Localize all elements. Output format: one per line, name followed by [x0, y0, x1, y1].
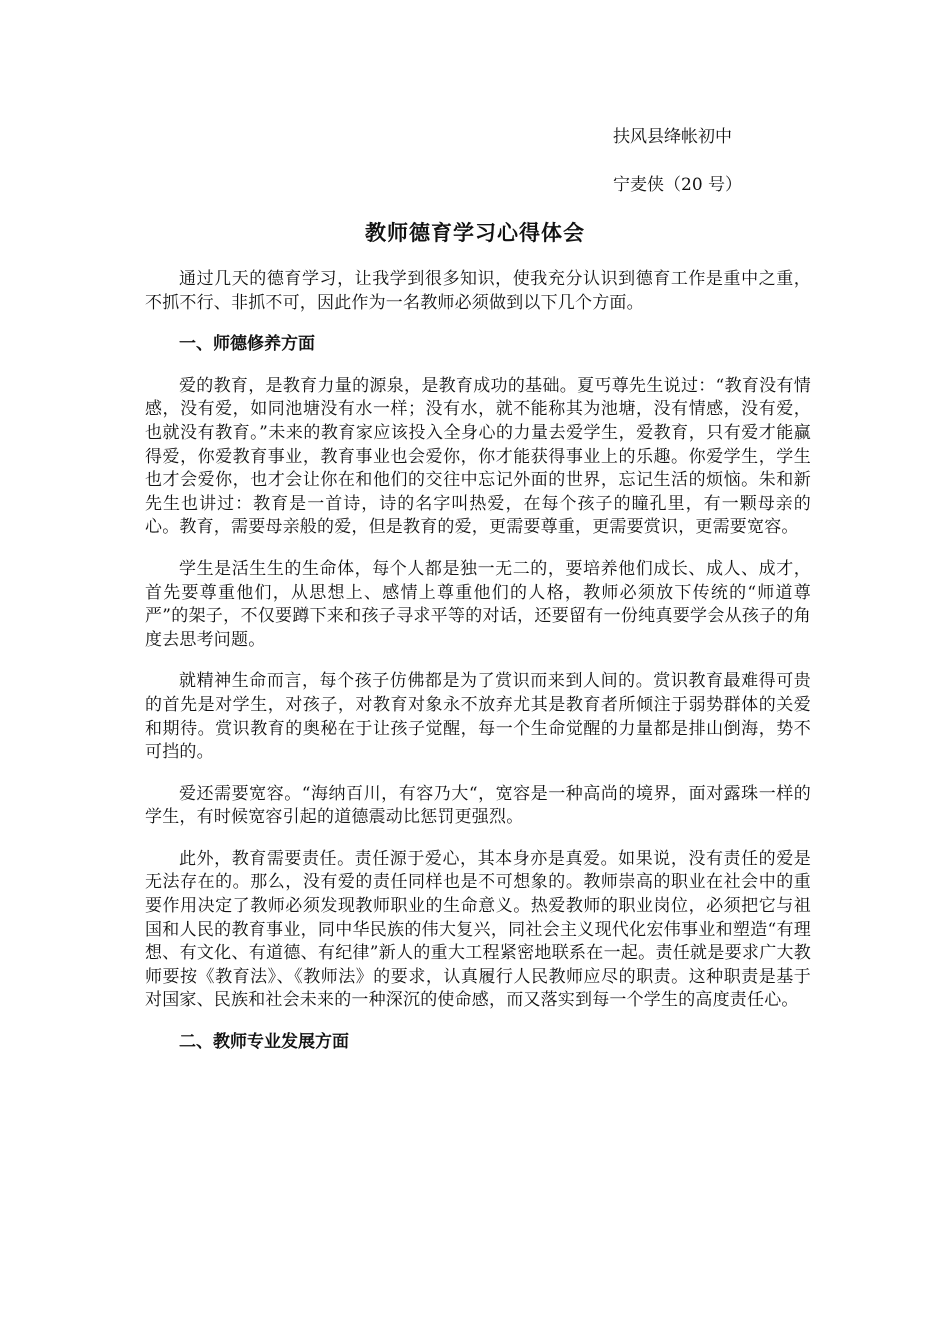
paragraph-love-education: 爱的教育，是教育力量的源泉，是教育成功的基础。夏丐尊先生说过：“教育没有情感，没有爱，如同池塘没有水一样；没有水，就不能称其为池塘，没有情感，没有爱，也就没有教育。”未来的教育家应该投入全身心的力量去爱学生，爱教育，只有爱才能赢得爱，你爱教育事业，教育事业也会爱你，你才能获得事业上的乐趣。你爱学生，学生也才会爱你，也才会让你在和他们的交往中忘记外面的世界，忘记生活的烦恼。朱和新先生也讲过：教育是一首诗，诗的名字叫热爱，在每个孩子的瞳孔里，有一颗母亲的心。教育，需要母亲般的爱，但是教育的爱，更需要尊重，更需要赏识，更需要宽容。 [145, 375, 811, 538]
section-heading-professional-development: 二、教师专业发展方面 [179, 1032, 349, 1053]
document-body [145, 268, 811, 1073]
paragraph-appreciation-education: 就精神生命而言，每个孩子仿佛都是为了赏识而来到人间的。赏识教育最难得可贵的首先是对学生，对孩子，对教育对象永不放弃尤其是教育者所倾注于弱势群体的关爱和期待。赏识教育的奥秘在于让孩子觉醒，每一个生命觉醒的力量都是排山倒海，势不可挡的。 [145, 671, 811, 763]
intro-paragraph: 通过几天的德育学习，让我学到很多知识，使我充分认识到德育工作是重中之重，不抓不行、非抓不可，因此作为一名教师必须做到以下几个方面。 [145, 269, 811, 313]
paragraph-tolerance: 爱还需要宽容。“海纳百川，有容乃大“，宽容是一种高尚的境界，面对露珠一样的学生，有时候宽容引起的道德震动比惩罚更强烈。 [145, 783, 811, 828]
paragraph-respect-students: 学生是活生生的生命体，每个人都是独一无二的，要培养他们成长、成人、成才，首先要尊重他们，从思想上、感情上尊重他们的人格，教师必须放下传统的“师道尊严”的架子，不仅要蹲下来和孩子寻求平等的对话，还要留有一份纯真要学会从孩子的角度去思考问题。 [145, 558, 811, 650]
author-name: 宁麦侠（20 号） [613, 175, 743, 195]
document-title: 教师德育学习心得体会 [365, 220, 585, 245]
school-name: 扶风县绛帐初中 [613, 127, 732, 147]
section-heading-teacher-ethics: 一、师德修养方面 [179, 334, 315, 355]
paragraph-responsibility: 此外，教育需要责任。责任源于爱心，其本身亦是真爱。如果说，没有责任的爱是无法存在的。那么，没有爱的责任同样也是不可想象的。教师崇高的职业在社会中的重要作用决定了教师必须发现教师职业的生命意义。热爱教师的职业岗位，必须把它与祖国和人民的教育事业，同中华民族的伟大复兴，同社会主义现代化宏伟事业和塑造“有理想、有文化、有道德、有纪律”新人的重大工程紧密地联系在一起。责任就是要求广大教师要按《教育法》、《教师法》的要求，认真履行人民教师应尽的职责。这种职责是基于对国家、民族和社会未来的一种深沉的使命感，而又落实到每一个学生的高度责任心。 [145, 848, 811, 1011]
